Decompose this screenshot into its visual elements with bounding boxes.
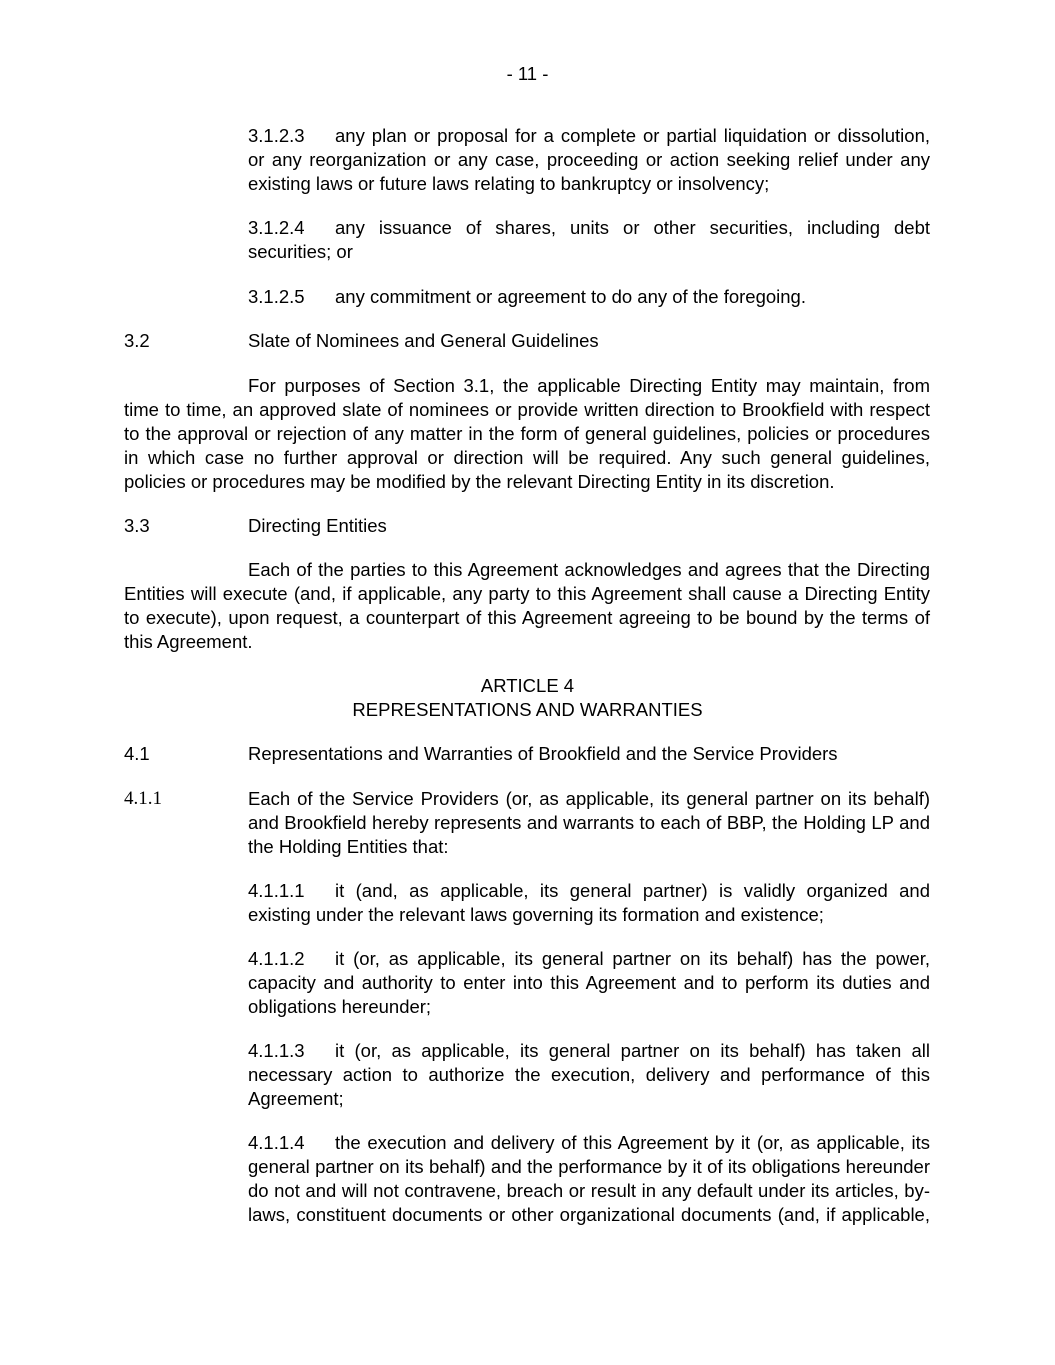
clause-3-1-2-4 [248, 216, 930, 264]
clause-text: any issuance of shares, units or other securities, including debt securities; or [248, 217, 930, 262]
clause-number: 3.1.2.5 [248, 286, 305, 307]
section-heading-3-2 [0, 329, 1055, 353]
clause-number: 4.1.1 [124, 788, 162, 809]
clause-text: it (or, as applicable, its general partner on its behalf) has the power, capacity and authority to enter into this Agreement and to perform its duties and obligations hereunder; [248, 948, 930, 1017]
clause-text: any plan or proposal for a complete or partial liquidation or dissolution, or any reorganization or any case, proceeding or action seeking relief under any existing laws or future laws relating to bankruptcy or insolvency; [248, 125, 930, 194]
clause-number: 4.1.1.4 [248, 1132, 305, 1153]
section-body-3-3: Each of the parties to this Agreement acknowledges and agrees that the Directing Entities will execute (and, if applicable, any party to this Agreement shall cause a Directing Entity to execute), upon request, a counterpart of this Agreement agreeing to be bound by the terms of this Agreement. [124, 559, 930, 652]
section-body-3-2: For purposes of Section 3.1, the applicable Directing Entity may maintain, from time to time, an approved slate of nominees or provide written direction to Brookfield with respect to the approval or rejection of any matter in the form of general guidelines, policies or procedures in which case no further approval or direction will be required. Any such general guidelines, policies or procedures may be modified by the relevant Directing Entity in its discretion. [124, 375, 930, 492]
clause-number: 4.1.1.3 [248, 1040, 305, 1061]
article-heading: ARTICLE 4 [480, 675, 575, 696]
clause-number: 3.1.2.4 [248, 217, 305, 238]
clause-4-1-1-1 [248, 879, 930, 927]
clause-number: 3.1.2.3 [248, 125, 305, 146]
clause-3-1-2-5 [248, 285, 930, 309]
clause-3-1-2-3 [248, 124, 930, 196]
article-subheading: REPRESENTATIONS AND WARRANTIES [352, 699, 703, 720]
clause-text: the execution and delivery of this Agreement by it (or, as applicable, its general partner on its behalf) and the performance by it of its obligations hereunder do not and will not contravene, breach or result in any default under its articles, by-laws, constituent documents or other organizational documents (and, if applicable, [248, 1132, 930, 1225]
clause-4-1-1 [0, 787, 1055, 859]
page-number: - 11 - [506, 63, 549, 84]
clause-number: 4.1.1.2 [248, 948, 305, 969]
clause-4-1-1-4 [248, 1131, 930, 1227]
clause-text: it (or, as applicable, its general partner on its behalf) has taken all necessary action to authorize the execution, delivery and performance of this Agreement; [248, 1040, 930, 1109]
section-number: 3.2 [124, 330, 150, 351]
clause-text: Each of the Service Providers (or, as applicable, its general partner on its behalf) and Brookfield hereby represents and warrants to each of BBP, the Holding LP and the Holding Entities that: [248, 788, 930, 857]
section-title: Representations and Warranties of Brookfield and the Service Providers [248, 743, 838, 764]
clause-4-1-1-2 [248, 947, 930, 1019]
section-number: 4.1 [124, 743, 150, 764]
clause-4-1-1-3 [248, 1039, 930, 1111]
section-heading-3-3 [0, 514, 1055, 538]
clause-text: any commitment or agreement to do any of the foregoing. [335, 286, 806, 307]
clause-number: 4.1.1.1 [248, 880, 305, 901]
section-title: Directing Entities [248, 515, 387, 536]
section-title: Slate of Nominees and General Guidelines [248, 330, 599, 351]
section-heading-4-1 [0, 742, 1055, 766]
section-number: 3.3 [124, 515, 150, 536]
clause-text: it (and, as applicable, its general partner) is validly organized and existing under the relevant laws governing its formation and existence; [248, 880, 930, 925]
